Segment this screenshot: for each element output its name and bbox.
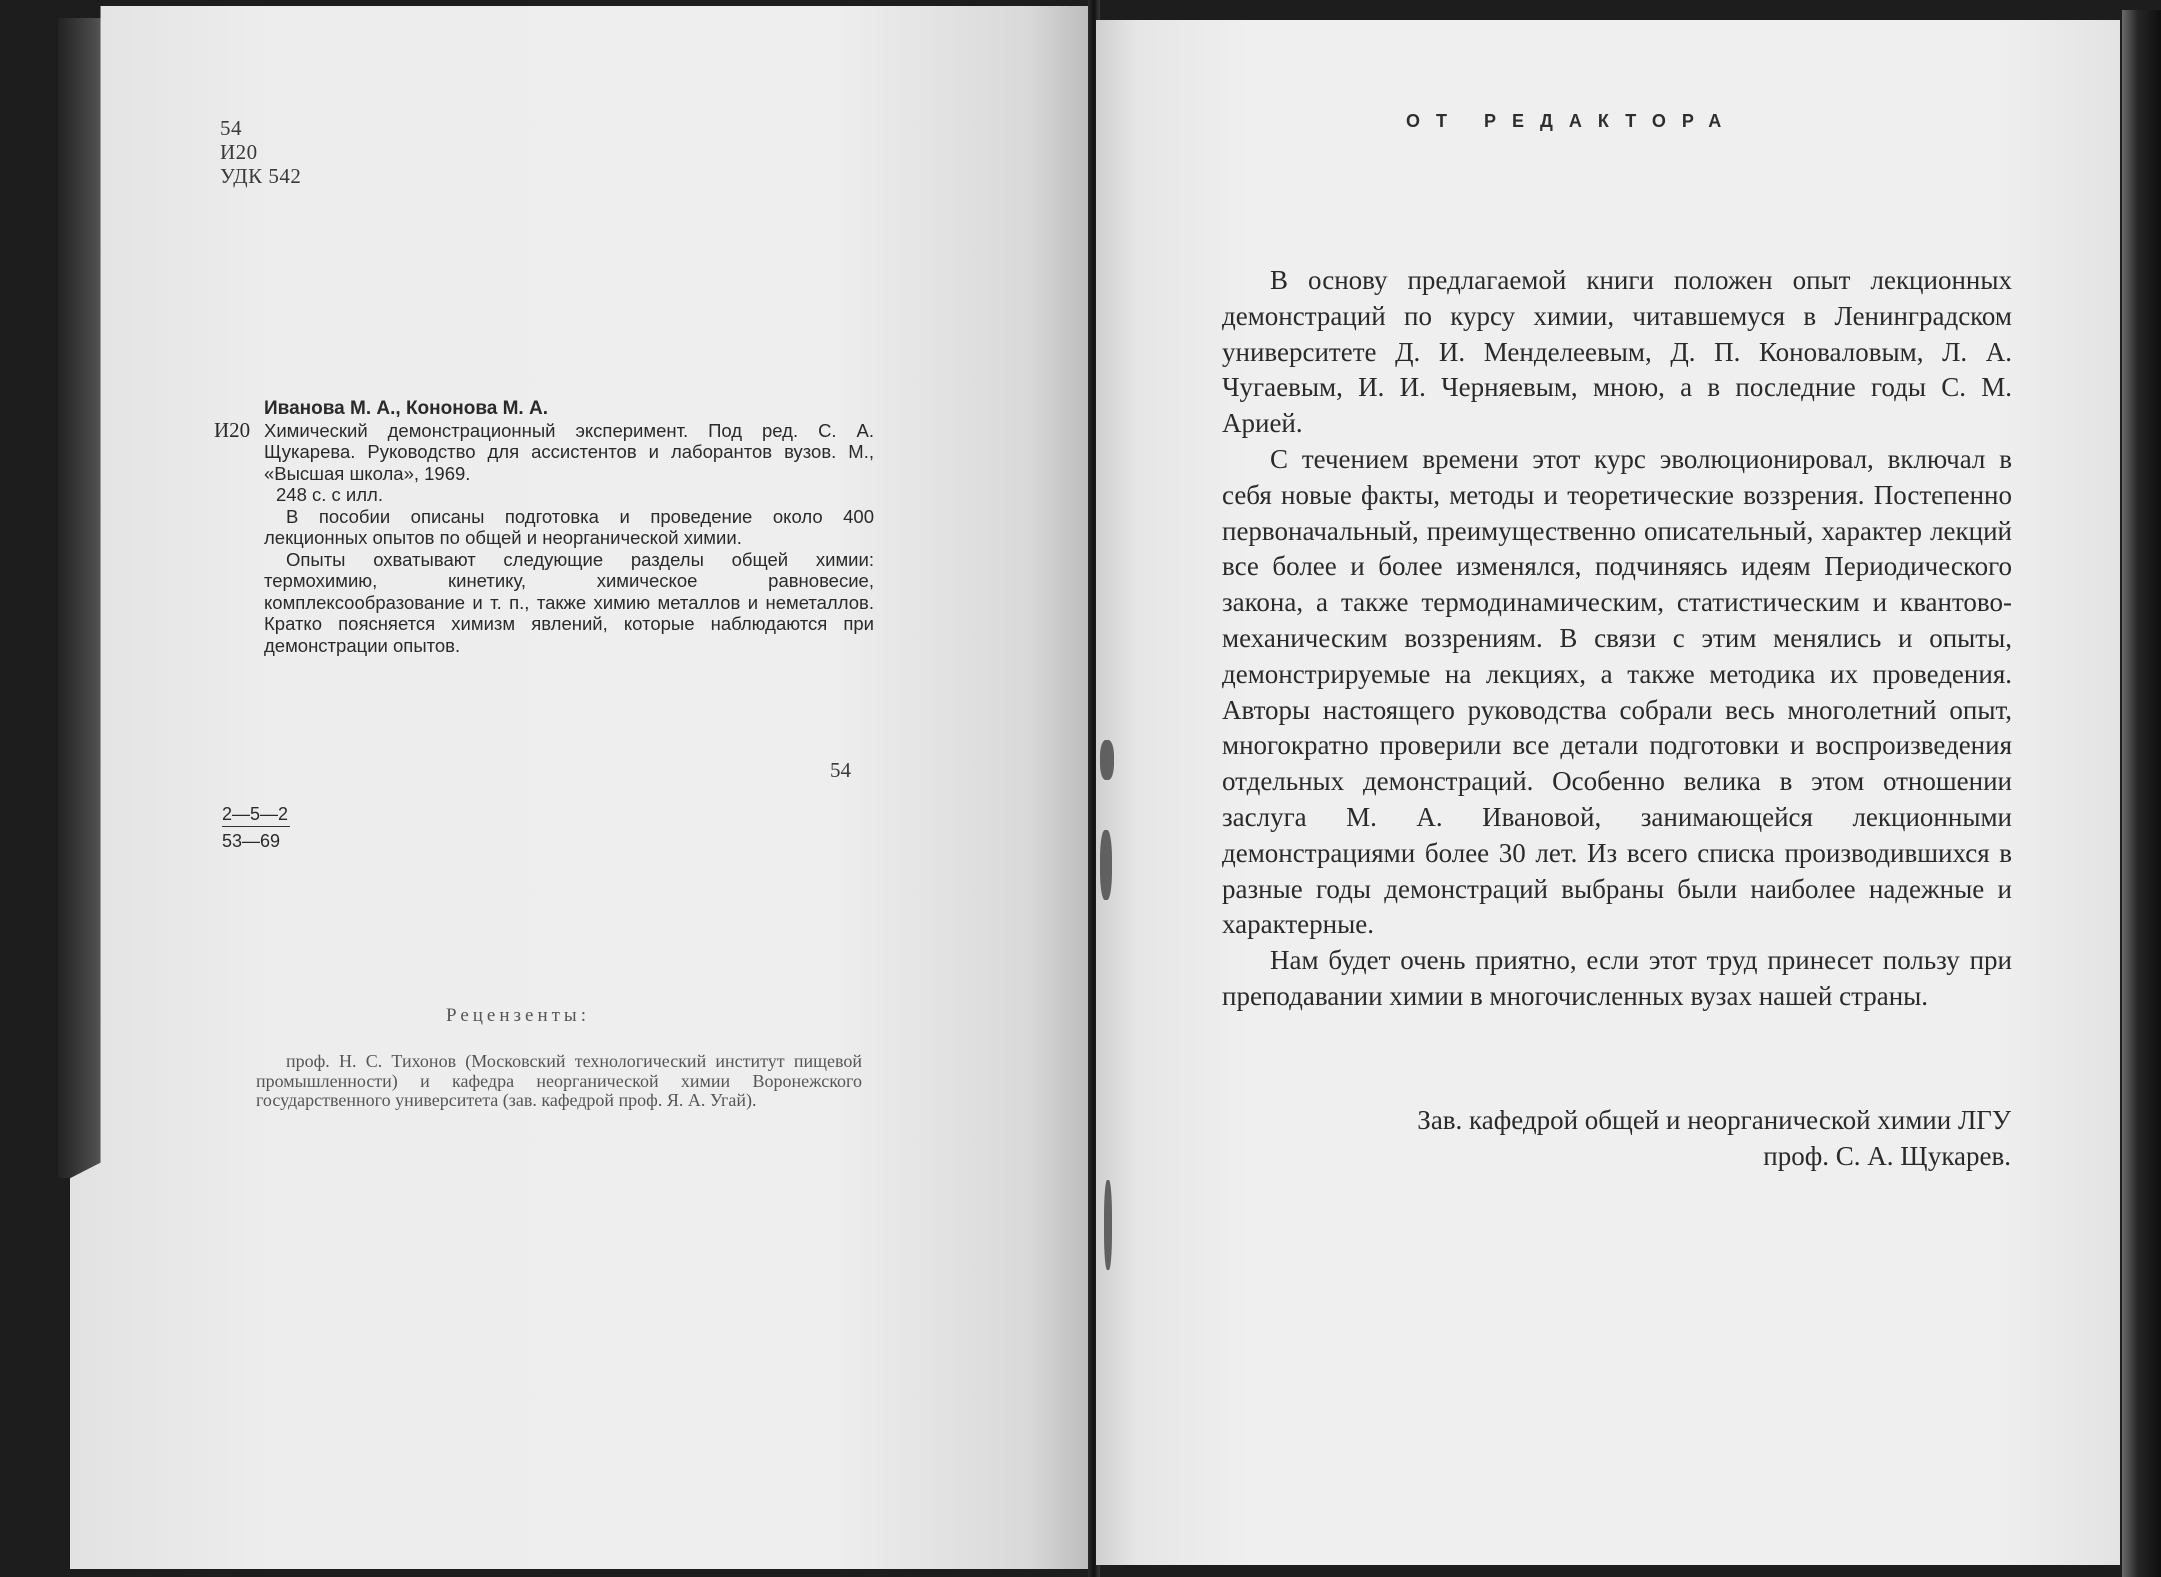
classification-code: 54	[220, 116, 242, 140]
author-mark: И20	[220, 140, 258, 164]
signature-position: Зав. кафедрой общей и неорганической химии ЛГУ	[1417, 1105, 2011, 1135]
left-page	[70, 6, 1088, 1569]
fraction-denominator: 53—69	[222, 831, 281, 851]
signature-name: проф. С. А. Щукарев.	[1763, 1141, 2011, 1171]
page-smudge	[1104, 1180, 1112, 1270]
right-cover-edge	[2122, 10, 2161, 1577]
preface-paragraph: С течением времени этот курс эволюционировал, включал в себя новые факты, методы и теоретические воззрения. Постепенно первоначальный, преимущественно описательный, характер лекций все более и более изменялся, подчиняясь идеям Периодического закона, а также термодинамическим, статистическим и квантово-механическим воззрениям. В связи с этим менялись и опыты, демонстрируемые на лекциях, а также методика их проведения. Авторы настоящего руководства собрали весь многолетний опыт, многократно проверили все детали подготовки и воспроизведения отдельных демонстраций. Особенно велика в этом отношении заслуга М. А. Ивановой, занимающейся лекционными демонстрациями более 30 лет. Из всего списка производившихся в разные годы демонстраций выбраны были наиболее надежные и характерные.	[1222, 443, 2012, 940]
card-authors: Иванова М. А., Кононова М. А.	[264, 398, 548, 419]
card-title: Химический демонстрационный эксперимент. Под ред. С. А. Щукарева. Руководство для ассистентов и лаборантов вузов. М., «Высшая школа», 1969.	[264, 419, 874, 484]
library-codes	[220, 116, 301, 188]
preface-paragraph: В основу предлагаемой книги положен опыт лекционных демонстраций по курсу химии, читавшемуся в Ленинградском университете Д. И. Менделеевым, Д. П. Коноваловым, Л. А. Чугаевым, И. И. Черняевым, мною, а в последние годы С. М. Арией.	[1222, 265, 2012, 439]
section-heading: ОТ РЕДАКТОРА	[1406, 111, 1738, 131]
fraction-numerator: 2—5—2	[222, 802, 290, 827]
card-abstract-2: Опыты охватывают следующие разделы общей химии: термохимию, кинетику, химическое равновесие, комплексообразование и т. п., также химию металлов и неметаллов. Кратко поясняется химизм явлений, которые наблюдаются при демонстрации опытов.	[264, 548, 874, 656]
catalog-card	[214, 398, 874, 656]
preface-paragraph: Нам будет очень приятно, если этот труд принесет пользу при преподавании химии в многочисленных вузах нашей страны.	[1222, 945, 2012, 1011]
card-title-row	[214, 417, 874, 485]
udc-code: УДК 542	[220, 164, 302, 188]
card-pages: 248 с. с илл.	[276, 484, 383, 505]
page-smudge	[1100, 740, 1114, 780]
reviewers-title: Рецензенты:	[446, 1005, 590, 1026]
card-number: 54	[830, 758, 851, 782]
reviewers-text: проф. Н. С. Тихонов (Московский технологический институт пищевой промышленности) и кафедра неорганической химии Воронежского государственного университета (зав. кафедрой проф. Я. А. Угай).	[256, 1051, 862, 1110]
card-abstract-1: В пособии описаны подготовка и проведение около 400 лекционных опытов по общей и неорганической химии.	[264, 505, 874, 548]
publisher-fraction	[222, 802, 290, 853]
preface-body	[1222, 263, 2012, 1015]
card-call-mark: И20	[214, 417, 251, 442]
editor-signature	[1211, 1102, 2011, 1174]
page-smudge	[1100, 830, 1112, 900]
